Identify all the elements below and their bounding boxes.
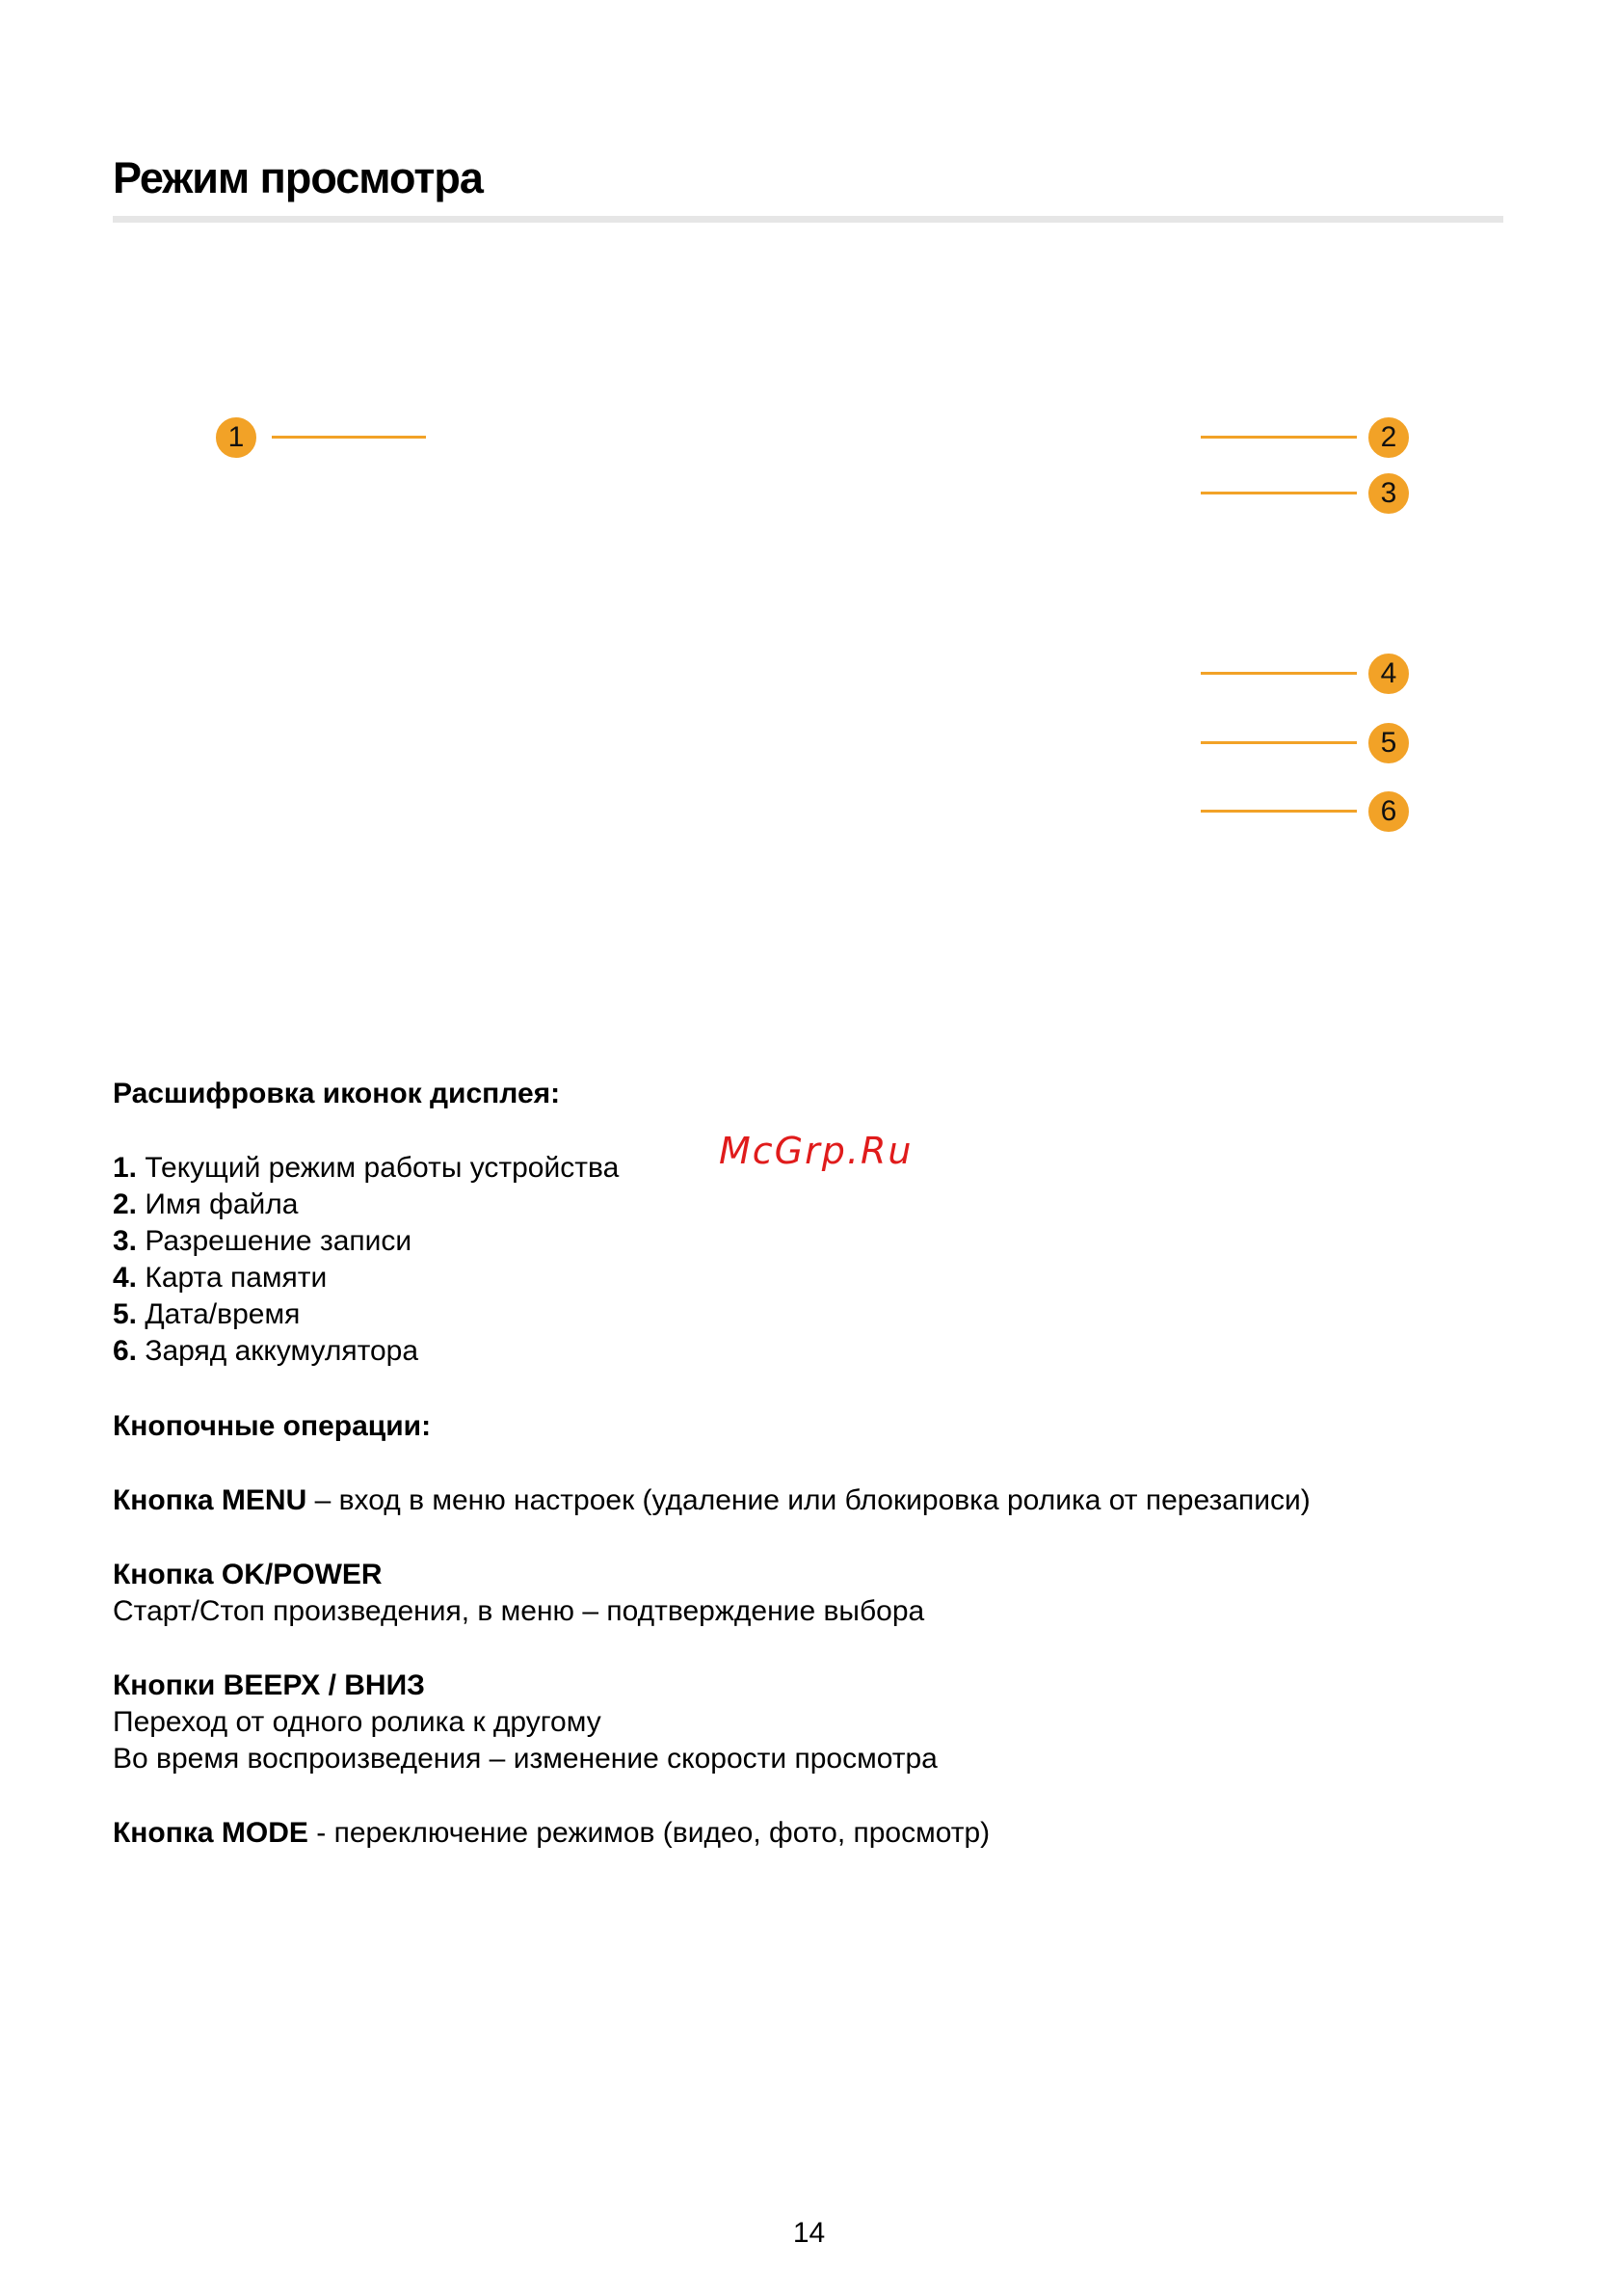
legend-item-2 — [113, 1187, 298, 1223]
mode-button-label: Кнопка MODE — [113, 1817, 308, 1849]
legend-item-text: Текущий режим работы устройства — [137, 1152, 620, 1184]
menu-button-description — [113, 1482, 1311, 1519]
legend-item-5 — [113, 1296, 300, 1333]
callout-badge-4: 4 — [1366, 652, 1411, 696]
callout-badge-5: 5 — [1366, 721, 1411, 765]
buttons-heading: Кнопочные операции: — [113, 1410, 432, 1442]
ok-power-button-text: Старт/Стоп произведения, в меню – подтверждение выбора — [113, 1595, 925, 1627]
legend-item-number: 6. — [113, 1335, 138, 1367]
callout-badge-3: 3 — [1366, 471, 1411, 516]
legend-item-number: 1. — [113, 1152, 138, 1184]
mode-button-text: - переключение режимов (видео, фото, просмотр) — [307, 1817, 991, 1849]
callout-line-5 — [1201, 741, 1357, 744]
legend-item-text: Заряд аккумулятора — [137, 1335, 419, 1367]
page-number: 14 — [792, 2217, 826, 2249]
legend-item-text: Дата/время — [137, 1298, 301, 1330]
legend-item-number: 2. — [113, 1188, 138, 1220]
callout-badge-6: 6 — [1366, 789, 1411, 834]
mode-button-description — [113, 1815, 990, 1852]
legend-item-number: 3. — [113, 1225, 138, 1257]
legend-item-text: Карта памяти — [137, 1262, 328, 1294]
callout-line-2 — [1201, 436, 1357, 439]
legend-item-text: Имя файла — [137, 1188, 299, 1220]
callout-badge-1: 1 — [214, 415, 258, 460]
legend-item-number: 5. — [113, 1298, 138, 1330]
watermark: McGrp.Ru — [719, 1130, 914, 1172]
callout-line-3 — [1201, 492, 1357, 494]
legend-heading: Расшифровка иконок дисплея: — [113, 1078, 561, 1109]
legend-item-number: 4. — [113, 1262, 138, 1294]
legend-item-text: Разрешение записи — [137, 1225, 412, 1257]
callout-line-6 — [1201, 810, 1357, 813]
callout-line-4 — [1201, 672, 1357, 675]
legend-item-3 — [113, 1223, 411, 1260]
ok-power-button-label: Кнопка OK/POWER — [113, 1559, 383, 1590]
up-down-buttons-text-2: Во время воспроизведения – изменение скорости просмотра — [113, 1743, 938, 1775]
page-title: Режим просмотра — [113, 153, 483, 202]
menu-button-text: – вход в меню настроек (удаление или блокировка ролика от перезаписи) — [306, 1484, 1311, 1516]
legend-item-6 — [113, 1333, 418, 1370]
callout-badge-2: 2 — [1366, 415, 1411, 460]
up-down-buttons-text-1: Переход от одного ролика к другому — [113, 1706, 601, 1738]
legend-item-1 — [113, 1150, 619, 1187]
title-divider — [113, 216, 1503, 223]
legend-item-4 — [113, 1260, 327, 1296]
callout-line-1 — [272, 436, 426, 439]
menu-button-label: Кнопка MENU — [113, 1484, 307, 1516]
up-down-buttons-label: Кнопки ВЕЕРХ / ВНИЗ — [113, 1669, 425, 1701]
